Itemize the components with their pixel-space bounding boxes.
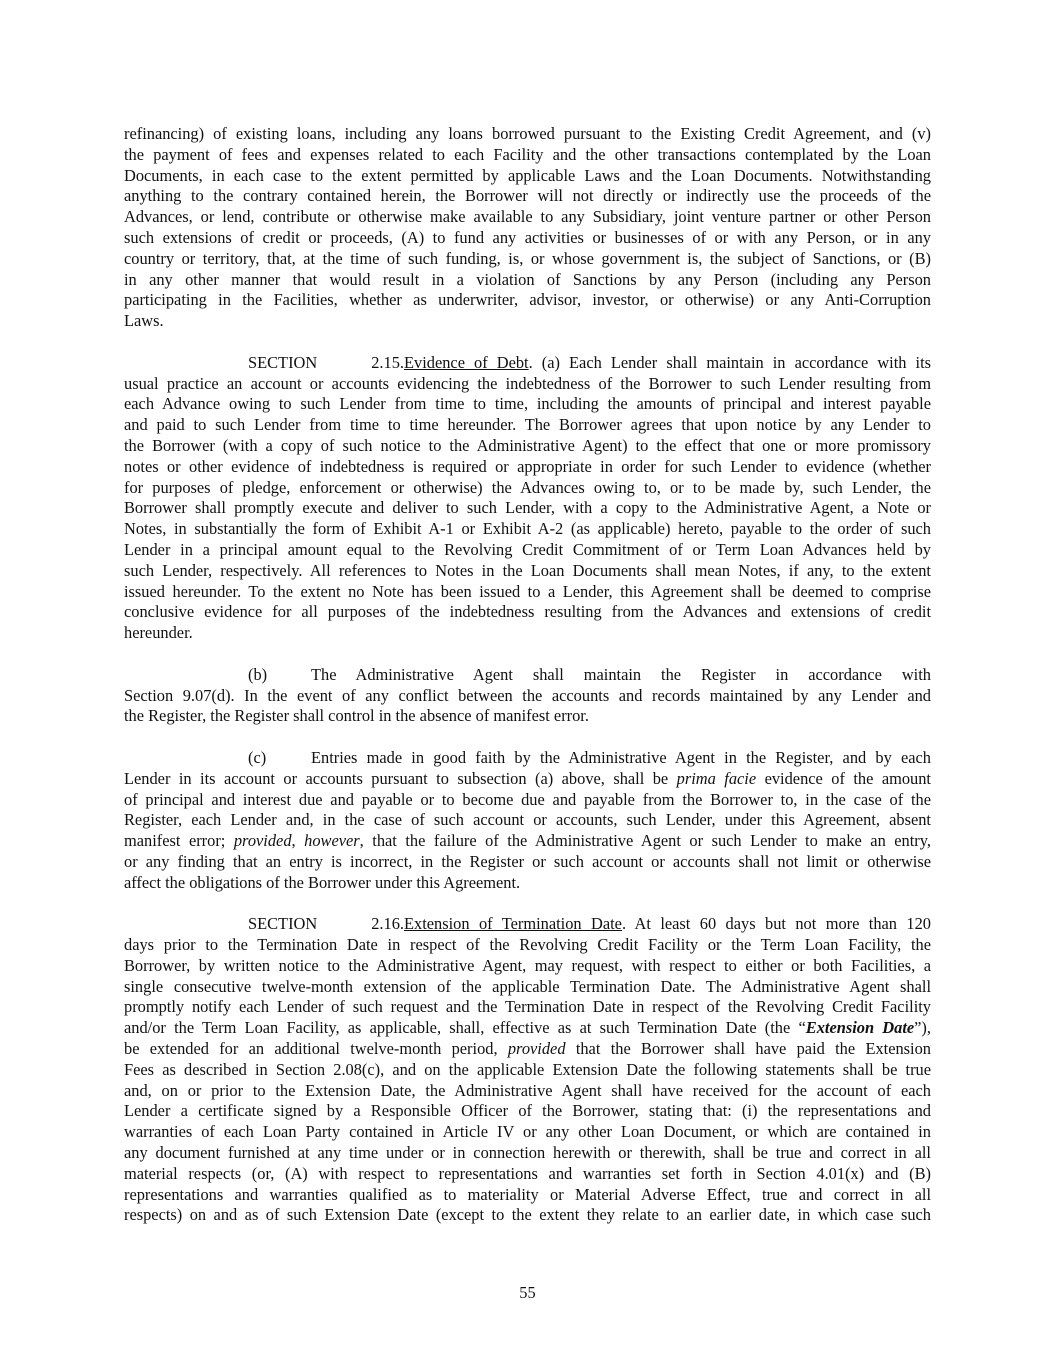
paragraph (124, 748, 931, 894)
emphasized-text: prima facie (676, 768, 757, 788)
text-span: be extended for an additional twelve-month period, (124, 1039, 508, 1059)
text-line: the Register, the Register shall control in the absence of manifest error. (124, 706, 589, 726)
text-span: Lender in its account or accounts pursuant to subsection (a) above, shall be (124, 768, 677, 788)
text-span: manifest error; (124, 831, 234, 851)
text-line: the payment of fees and expenses related to each Facility and the other transactions contemplated by the Loan (124, 144, 931, 164)
text-span: that the Borrower shall have paid the Extension (565, 1039, 931, 1059)
text-line: usual practice an account or accounts evidencing the indebtedness of the Borrower to such Lender resulting from (124, 373, 931, 393)
text-line: Lender in a principal amount equal to the Revolving Credit Commitment of or Term Loan Advances held by (124, 539, 931, 559)
text-line: Notes, in substantially the form of Exhibit A-1 or Exhibit A-2 (as applicable) hereto, payable to the order of such (124, 519, 931, 539)
text-line: anything to the contrary contained herein, the Borrower will not directly or indirectly use the proceeds of the (124, 186, 931, 206)
text-line (124, 769, 931, 790)
emphasized-text: however (304, 831, 360, 851)
text-line: country or territory, that, at the time of such funding, is, or whose government is, the subject of Sanctions, or (B) (124, 248, 931, 268)
paragraph (124, 124, 931, 332)
text-span: evidence of the amount (756, 768, 931, 788)
text-span: and/or the Term Loan Facility, as applicable, shall, effective as at such Termination Date (the “ (124, 1018, 806, 1038)
text-line: respects) on and as of such Extension Date (except to the extent they relate to an earlier date, in which case such (124, 1205, 931, 1225)
text-line: for purposes of pledge, enforcement or otherwise) the Advances owing to, or to be made by, such Lender, the (124, 477, 931, 497)
text-line: and paid to such Lender from time to time hereunder. The Borrower agrees that upon notice by any Lender to (124, 415, 931, 435)
text-line: conclusive evidence for all purposes of the indebtedness resulting from the Advances and extensions of credit (124, 602, 931, 622)
text-line: single consecutive twelve-month extension of the applicable Termination Date. The Administrative Agent shall (124, 976, 931, 996)
text-span: , (291, 831, 305, 851)
emphasized-text: provided (507, 1039, 566, 1059)
text-line: days prior to the Termination Date in respect of the Revolving Credit Facility or the Term Loan Facility, the (124, 935, 931, 955)
paragraph (124, 914, 931, 1226)
text-line: Borrower shall promptly execute and deliver to such Lender, with a copy to the Administrative Agent, a Note or (124, 498, 931, 518)
text-line: notes or other evidence of indebtedness is required or appropriate in order for such Lender to evidence (whether (124, 456, 931, 476)
text-line (124, 914, 931, 935)
text-line: Advances, or lend, contribute or otherwise make available to any Subsidiary, joint venture partner or other Person (124, 207, 931, 227)
text-line: promptly notify each Lender of such request and the Termination Date in respect of the Revolving Credit Facility (124, 997, 931, 1017)
text-line: the Borrower (with a copy of such notice to the Administrative Agent) to the effect that one or more promissory (124, 435, 931, 455)
text-span: Entries made in good faith by the Administrative Agent in the Register, and by each (311, 747, 931, 767)
text-span: The Administrative Agent shall maintain the Register in accordance with (311, 664, 931, 684)
text-line: representations and warranties qualified as to materiality or Material Adverse Effect, true and correct in all (124, 1184, 931, 1204)
text-line: participating in the Facilities, whether as underwriter, advisor, investor, or otherwise) or any Anti-Corruption (124, 290, 931, 310)
section-label: SECTION 2.15. (248, 352, 404, 372)
text-line (124, 1018, 931, 1039)
text-line: Lender a certificate signed by a Responsible Officer of the Borrower, stating that: (i) the representations and (124, 1101, 931, 1121)
text-line: such extensions of credit or proceeds, (A) to fund any activities or businesses of or with any Person, or in any (124, 227, 931, 247)
text-line: Register, each Lender and, in the case of such account or accounts, such Lender, under this Agreement, absent (124, 810, 931, 830)
text-span: , that the failure of the Administrative Agent or such Lender to make an entry, (359, 831, 931, 851)
text-span: . (a) Each Lender shall maintain in accordance with its (528, 352, 931, 372)
text-line: material respects (or, (A) with respect to representations and warranties set forth in Section 4.01(x) and (B) (124, 1163, 931, 1183)
text-line (124, 831, 931, 852)
text-line: such Lender, respectively. All references to Notes in the Loan Documents shall mean Notes, if any, to the extent (124, 560, 931, 580)
page-number: 55 (519, 1283, 536, 1302)
text-line: Laws. (124, 311, 164, 331)
text-span: . At least 60 days but not more than 120 (621, 914, 931, 934)
text-line (124, 748, 931, 769)
section-label: SECTION 2.16. (248, 914, 404, 934)
text-line: Fees as described in Section 2.08(c), and on the applicable Extension Date the following statements shall be true (124, 1059, 931, 1079)
section-label: (c) (248, 747, 267, 767)
section-heading: Evidence of Debt (404, 352, 529, 372)
text-line (124, 1039, 931, 1060)
paragraph (124, 665, 931, 727)
text-line: each Advance owing to such Lender from time to time, including the amounts of principal and interest payable (124, 394, 931, 414)
text-line: of principal and interest due and payable or to become due and payable from the Borrower to, in the case of the (124, 789, 931, 809)
text-line: any document furnished at any time under or in connection herewith or therewith, shall be true and correct in all (124, 1143, 931, 1163)
text-line: or any finding that an entry is incorrect, in the Register or such account or accounts shall not limit or otherwise (124, 851, 931, 871)
text-line (124, 353, 931, 374)
text-line: refinancing) of existing loans, including any loans borrowed pursuant to the Existing Credit Agreement, and (v) (124, 124, 931, 143)
section-heading: Extension of Termination Date (404, 914, 622, 934)
text-line: issued hereunder. To the extent no Note has been issued to a Lender, this Agreement shall be deemed to comprise (124, 581, 931, 601)
text-line: in any other manner that would result in a violation of Sanctions by any Person (including any Person (124, 269, 931, 289)
paragraph (124, 353, 931, 644)
text-line: and, on or prior to the Extension Date, the Administrative Agent shall have received for the account of each (124, 1080, 931, 1100)
emphasized-text: Extension Date (805, 1018, 915, 1038)
text-line: Borrower, by written notice to the Administrative Agent, may request, with respect to either or both Facilities, a (124, 955, 931, 975)
document-body (124, 124, 931, 1247)
emphasized-text: provided (233, 831, 292, 851)
text-line: Section 9.07(d). In the event of any conflict between the accounts and records maintained by any Lender and (124, 685, 931, 705)
text-span: ”), (914, 1018, 931, 1038)
text-line: Documents, in each case to the extent permitted by applicable Laws and the Loan Documents. Notwithstanding (124, 165, 931, 185)
text-line (124, 665, 931, 686)
text-line: affect the obligations of the Borrower under this Agreement. (124, 872, 521, 892)
text-line: warranties of each Loan Party contained in Article IV or any other Loan Document, or which are contained in (124, 1122, 931, 1142)
text-line: hereunder. (124, 623, 193, 643)
section-label: (b) (248, 664, 268, 684)
